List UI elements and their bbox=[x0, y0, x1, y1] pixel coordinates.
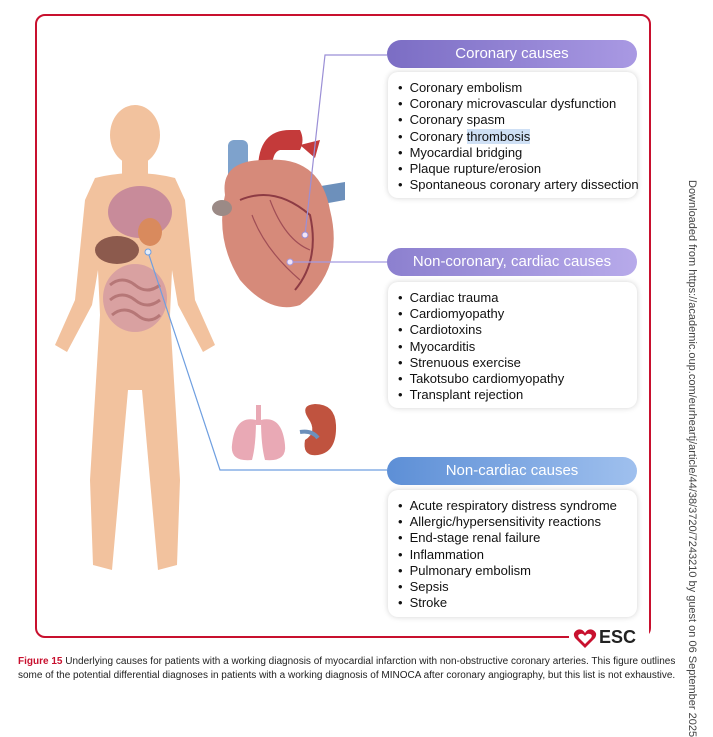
non-coronary-causes-title: Non-coronary, cardiac causes bbox=[412, 253, 612, 270]
non-cardiac-causes-title: Non-cardiac causes bbox=[445, 462, 579, 479]
list-item: • Coronary microvascular dysfunction bbox=[398, 96, 637, 112]
highlighted-text: thrombosis bbox=[466, 128, 531, 144]
list-item: • Coronary spasm bbox=[398, 112, 637, 128]
list-item: • End-stage renal failure bbox=[398, 530, 637, 546]
list-item: • Cardiac trauma bbox=[398, 290, 637, 306]
list-item: • Coronary embolism bbox=[398, 80, 637, 96]
list-item: • Strenuous exercise bbox=[398, 355, 637, 371]
coronary-causes-list bbox=[388, 72, 637, 198]
esc-logo bbox=[569, 625, 649, 649]
figure-caption bbox=[18, 655, 698, 683]
list-item: • Allergic/hypersensitivity reactions bbox=[398, 514, 637, 530]
download-note bbox=[684, 180, 704, 737]
list-item: • Myocardial bridging bbox=[398, 145, 637, 161]
non-coronary-causes-header bbox=[387, 248, 637, 276]
list-item: • Plaque rupture/erosion bbox=[398, 161, 637, 177]
list-item: • Pulmonary embolism bbox=[398, 563, 637, 579]
esc-logo-text: ESC bbox=[599, 627, 637, 647]
list-item: • Inflammation bbox=[398, 547, 637, 563]
list-item: • Spontaneous coronary artery dissection bbox=[398, 177, 637, 193]
list-item: • Myocarditis bbox=[398, 339, 637, 355]
heart-illustration bbox=[212, 130, 345, 307]
list-item: • Cardiotoxins bbox=[398, 322, 637, 338]
list-item bbox=[398, 129, 637, 145]
kidney-illustration bbox=[300, 404, 336, 455]
list-item: • Transplant rejection bbox=[398, 387, 637, 403]
list-item: • Acute respiratory distress syndrome bbox=[398, 498, 637, 514]
list-item: • Sepsis bbox=[398, 579, 637, 595]
non-coronary-causes-list bbox=[388, 282, 637, 408]
list-item: • Cardiomyopathy bbox=[398, 306, 637, 322]
human-body-figure bbox=[55, 105, 215, 570]
list-item: • Stroke bbox=[398, 595, 637, 611]
download-note-text: Downloaded from https://academic.oup.com/eurheartj/article/44/38/3720/7243210 by guest on 06 September 2025 bbox=[686, 180, 698, 737]
coronary-causes-title: Coronary causes bbox=[455, 45, 569, 62]
non-cardiac-causes-header bbox=[387, 457, 637, 485]
heart-logo-icon bbox=[573, 627, 597, 649]
figure-label: Figure 15 bbox=[18, 656, 63, 667]
coronary-causes-header bbox=[387, 40, 637, 68]
lungs-illustration bbox=[232, 405, 285, 460]
figure-caption-text: Underlying causes for patients with a working diagnosis of myocardial infarction with non-obstructive coronary arteries. This figure outlines some of the potential differential diagnoses in patients with a working diagnosis of MINOCA after coronary angiography, but this list is not exhaustive. bbox=[18, 656, 676, 681]
list-item: • Takotsubo cardiomyopathy bbox=[398, 371, 637, 387]
non-cardiac-causes-list bbox=[388, 490, 637, 617]
list-item-prefix: Coronary bbox=[409, 128, 467, 144]
